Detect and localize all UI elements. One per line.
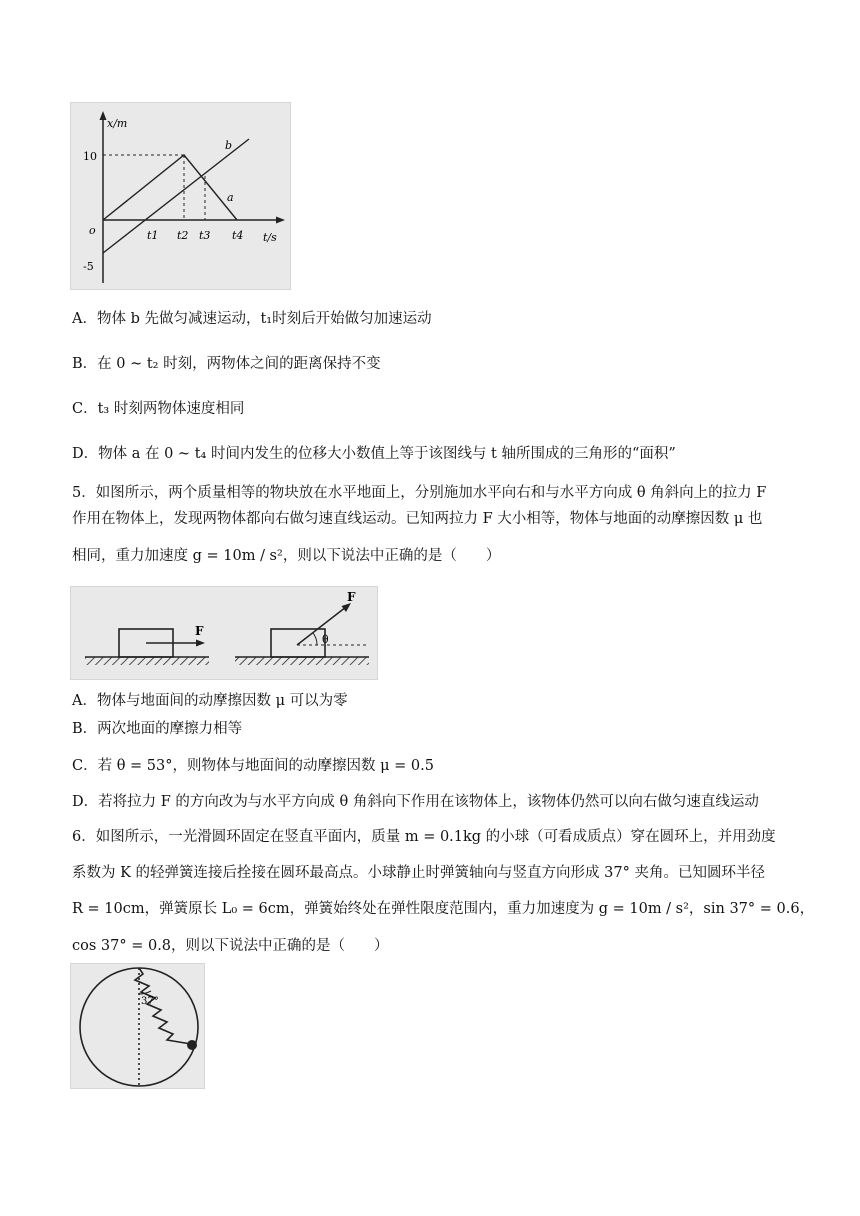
q5-stem-line-1: 5．如图所示，两个质量相等的物块放在水平地面上，分别施加水平向右和与水平方向成 θ 角斜向上的拉力 F [72, 485, 767, 501]
q4-option-a: A．物体 b 先做匀减速运动，t₁时刻后开始做匀加速运动 [72, 311, 432, 327]
q6-stem-line-4: cos 37° = 0.8，则以下说法中正确的是（ ） [72, 938, 389, 954]
q5-stem-line-2: 作用在物体上，发现两物体都向右做匀速直线运动。已知两拉力 F 大小相等，物体与地面的动摩擦因数 μ 也 [72, 511, 763, 527]
blocks-force-svg [71, 587, 377, 679]
q6-stem-line-1: 6．如图所示，一光滑圆环固定在竖直平面内，质量 m = 0.1kg 的小球（可看成质点）穿在圆环上，并用劲度 [72, 829, 776, 845]
ring-spring-figure [70, 963, 205, 1089]
tick-neg5-label: -5 [83, 260, 94, 273]
tick-t1-label: t1 [147, 229, 159, 242]
blocks-force-figure [70, 586, 378, 680]
q5-option-a: A．物体与地面间的动摩擦因数 μ 可以为零 [72, 693, 348, 709]
angle-37-label: 37° [141, 996, 159, 1007]
xt-graph-svg [71, 103, 290, 289]
theta-angle-label: θ [322, 633, 329, 646]
right-force-label: F [347, 590, 356, 604]
left-force-label: F [195, 624, 204, 638]
q6-stem-line-2: 系数为 K 的轻弹簧连接后拴接在圆环最高点。小球静止时弹簧轴向与竖直方向形成 37° 夹角。已知圆环半径 [72, 865, 765, 881]
q4-option-b: B．在 0 ~ t₂ 时刻，两物体之间的距离保持不变 [72, 356, 381, 372]
line-b-label: b [225, 139, 233, 152]
y-axis-label: x/m [107, 117, 128, 130]
q6-stem-line-3: R = 10cm，弹簧原长 L₀ = 6cm，弹簧始终处在弹性限度范围内，重力加速度为 g = 10m / s²，sin 37° = 0.6， [72, 901, 815, 917]
q5-stem-line-3: 相同，重力加速度 g = 10m / s²，则以下说法中正确的是（ ） [72, 548, 501, 564]
q5-option-b: B．两次地面的摩擦力相等 [72, 721, 243, 737]
q4-option-c: C．t₃ 时刻两物体速度相同 [72, 401, 245, 417]
q5-option-d: D．若将拉力 F 的方向改为与水平方向成 θ 角斜向下作用在该物体上，该物体仍然可以向右做匀速直线运动 [72, 794, 759, 810]
q4-option-d: D．物体 a 在 0 ~ t₄ 时间内发生的位移大小数值上等于该图线与 t 轴所围成的三角形的“面积” [72, 446, 676, 462]
tick-t2-label: t2 [177, 229, 189, 242]
line-a-label: a [227, 191, 234, 204]
q5-option-c: C．若 θ = 53°，则物体与地面间的动摩擦因数 μ = 0.5 [72, 758, 434, 774]
xt-graph-figure [70, 102, 291, 290]
tick-t4-label: t4 [232, 229, 244, 242]
ring-spring-svg [71, 964, 204, 1088]
origin-label: o [89, 224, 96, 237]
tick-10-label: 10 [83, 150, 97, 163]
x-axis-label: t/s [263, 231, 277, 244]
tick-t3-label: t3 [199, 229, 211, 242]
